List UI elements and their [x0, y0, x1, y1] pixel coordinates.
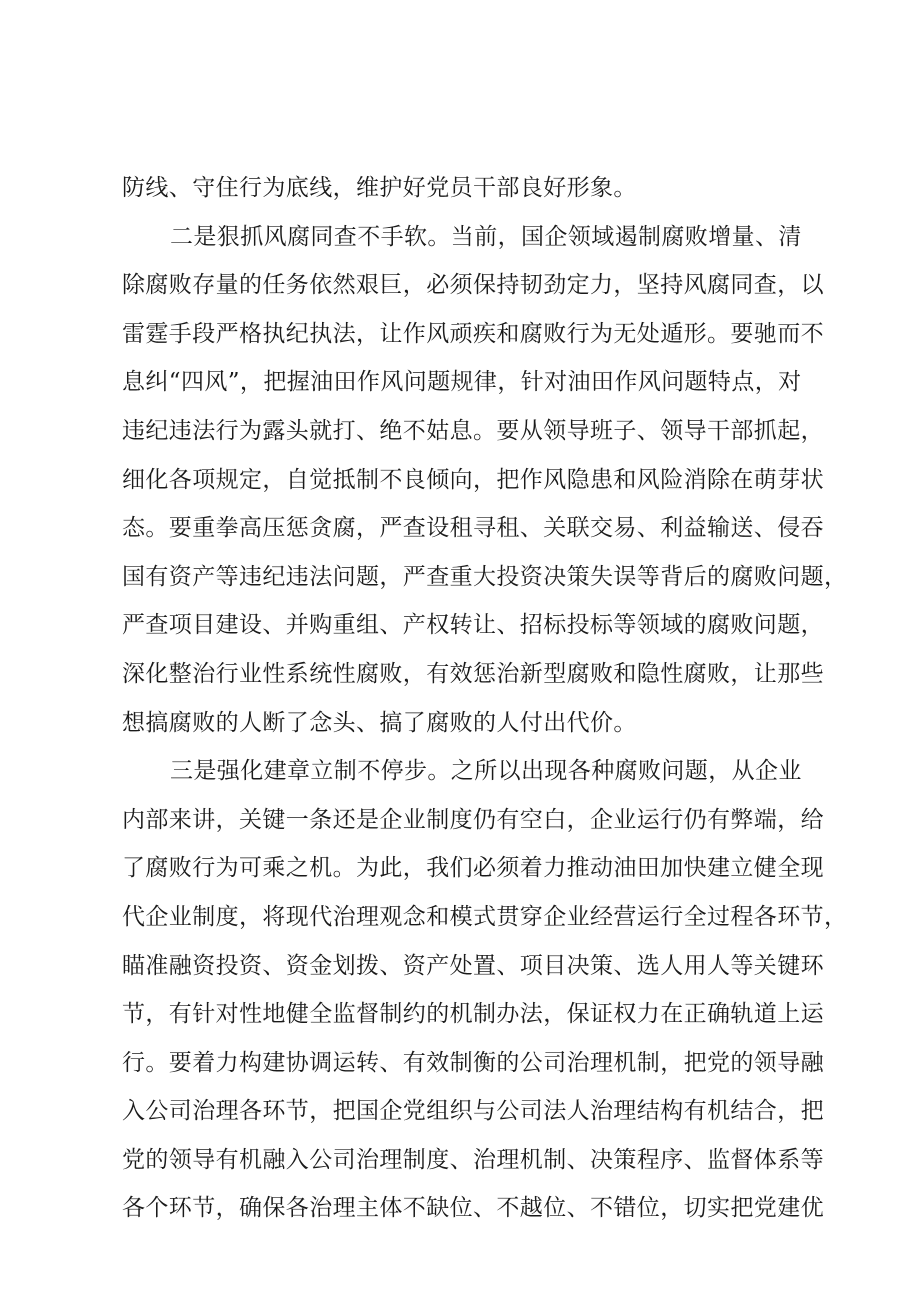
document-body	[122, 164, 848, 1233]
text-line: 代企业制度，将现代治理观念和模式贯穿企业经营运行全过程各环节，	[122, 903, 848, 930]
text-line: 细化各项规定，自觉抵制不良倾向，把作风隐患和风险消除在萌芽状	[122, 466, 824, 493]
text-line: 瞄准融资投资、资金划拨、资产处置、项目决策、选人用人等关键环	[122, 952, 824, 979]
text-line: 深化整治行业性系统性腐败，有效惩治新型腐败和隐性腐败，让那些	[122, 660, 824, 687]
text-line: 违纪违法行为露头就打、绝不姑息。要从领导班子、领导干部抓起，	[122, 417, 824, 444]
paragraph-third	[122, 747, 848, 1233]
text-line: 防线、守住行为底线，维护好党员干部良好形象。	[122, 175, 637, 201]
text-line: 了腐败行为可乘之机。为此，我们必须着力推动油田加快建立健全现	[122, 855, 824, 882]
text-line: 内部来讲，关键一条还是企业制度仍有空白，企业运行仍有弊端，给	[122, 806, 824, 833]
text-line: 除腐败存量的任务依然艰巨，必须保持韧劲定力，坚持风腐同查，以	[122, 272, 824, 299]
text-line: 节，有针对性地健全监督制约的机制办法，保证权力在正确轨道上运	[122, 1001, 824, 1028]
text-line: 二是狠抓风腐同查不手软。当前，国企领域遏制腐败增量、清	[170, 223, 802, 250]
text-line: 三是强化建章立制不停步。之所以出现各种腐败问题，从企业	[170, 758, 802, 785]
paragraph-second	[122, 213, 848, 748]
text-line: 态。要重拳高压惩贪腐，严查设租寻租、关联交易、利益输送、侵吞	[122, 515, 824, 542]
text-line: 入公司治理各环节，把国企党组织与公司法人治理结构有机结合，把	[122, 1098, 824, 1125]
text-line: 国有资产等违纪违法问题，严查重大投资决策失误等背后的腐败问题，	[122, 563, 848, 590]
text-line: 各个环节，确保各治理主体不缺位、不越位、不错位，切实把党建优	[122, 1195, 824, 1222]
text-line: 党的领导有机融入公司治理制度、治理机制、决策程序、监督体系等	[122, 1146, 824, 1173]
text-line: 想搞腐败的人断了念头、搞了腐败的人付出代价。	[122, 709, 637, 736]
text-line: 雷霆手段严格执纪执法，让作风顽疾和腐败行为无处遁形。要驰而不	[122, 320, 824, 347]
text-line: 息纠“四风”，把握油田作风问题规律，针对油田作风问题特点，对	[122, 369, 802, 396]
text-line: 严查项目建设、并购重组、产权转让、招标投标等领域的腐败问题，	[122, 612, 824, 639]
text-line: 行。要着力构建协调运转、有效制衡的公司治理机制，把党的领导融	[122, 1049, 824, 1076]
